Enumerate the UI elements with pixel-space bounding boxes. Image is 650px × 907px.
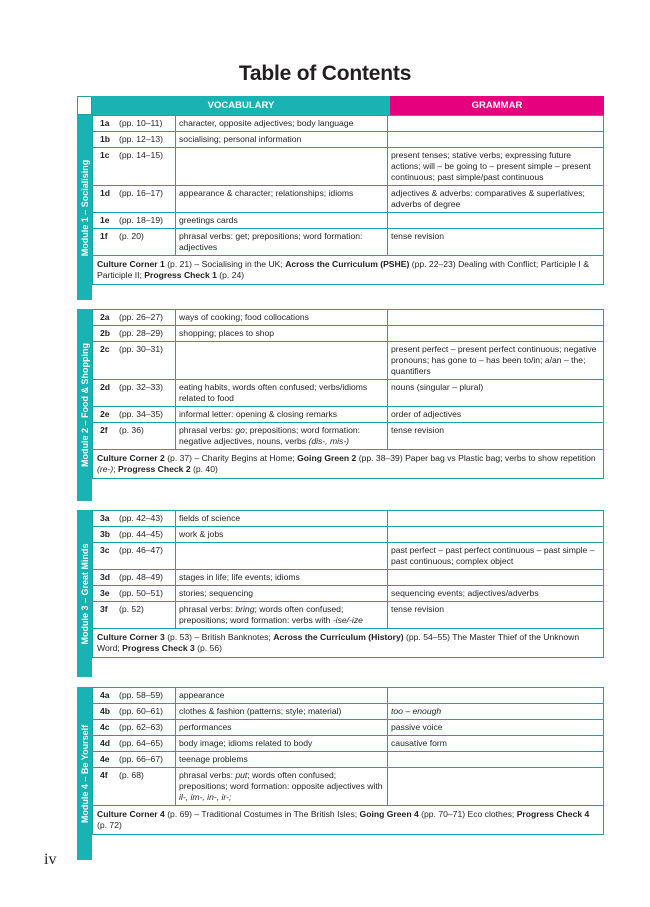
unit-cell: [93, 752, 176, 768]
unit-code: 4b: [100, 706, 111, 716]
vocabulary-cell: [176, 527, 388, 543]
unit-pages: (pp. 64–65): [119, 738, 163, 748]
unit-cell: [93, 720, 176, 736]
table-row: [93, 229, 604, 256]
table-row: [93, 602, 604, 629]
footer-text: (p. 56): [194, 643, 222, 653]
unit-cell: [93, 132, 176, 148]
module-label: Module 3 – Great Minds: [79, 542, 90, 645]
table-row: [93, 380, 604, 407]
extra-section-label: Going Green 2: [297, 453, 357, 463]
vocabulary-cell: [176, 132, 388, 148]
progress-check-label: Progress Check 3: [122, 643, 195, 653]
vocab-text: ; words often confused; prepositions; word formation: opposite adjectives with: [179, 770, 383, 791]
grammar-cell: [388, 511, 604, 527]
grammar-text: passive voice: [391, 722, 443, 732]
grammar-cell: [388, 380, 604, 407]
grammar-cell: [388, 752, 604, 768]
unit-pages: (pp. 66–67): [119, 754, 163, 764]
vocab-text: phrasal verbs:: [179, 770, 236, 780]
vocab-text: clothes & fashion (patterns; style; material): [179, 706, 342, 716]
culture-corner-label: Culture Corner 4: [97, 809, 165, 819]
contents-table: [92, 115, 604, 285]
footer-text: (p. 24): [216, 270, 245, 280]
module-footer: [93, 256, 604, 285]
grammar-header: GRAMMAR: [390, 96, 604, 115]
module-side-bar: [77, 687, 92, 860]
unit-cell: [93, 527, 176, 543]
grammar-cell: [388, 213, 604, 229]
unit-code: 2a: [100, 312, 110, 322]
vocab-text: fields of science: [179, 513, 241, 523]
vocab-text: socialising; personal information: [179, 134, 302, 144]
table-row: [93, 511, 604, 527]
module-1: [77, 115, 604, 300]
vocabulary-cell: [176, 116, 388, 132]
table-row: [93, 768, 604, 806]
progress-check-label: Progress Check 1: [144, 270, 217, 280]
unit-pages: (pp. 30–31): [119, 344, 163, 354]
unit-code: 3f: [100, 604, 108, 614]
table-row: [93, 543, 604, 570]
unit-pages: (pp. 42–43): [119, 513, 163, 523]
unit-code: 1b: [100, 134, 111, 144]
extra-section-label: Going Green 4: [359, 809, 419, 819]
vocabulary-cell: [176, 543, 388, 570]
vocabulary-header: VOCABULARY: [92, 96, 390, 115]
unit-code: 2d: [100, 382, 111, 392]
unit-pages: (pp. 44–45): [119, 529, 163, 539]
unit-code: 1a: [100, 118, 110, 128]
grammar-cell: [388, 736, 604, 752]
unit-cell: [93, 688, 176, 704]
grammar-cell: [388, 586, 604, 602]
grammar-text: sequencing events; adjectives/adverbs: [391, 588, 539, 598]
vocab-text: character, opposite adjectives; body language: [179, 118, 354, 128]
grammar-cell: [388, 688, 604, 704]
vocabulary-cell: [176, 736, 388, 752]
vocab-text: appearance: [179, 690, 225, 700]
unit-pages: (pp. 16–17): [119, 188, 163, 198]
module-footer-row: [93, 256, 604, 285]
grammar-text: order of adjectives: [391, 409, 462, 419]
vocab-text: appearance & character; relationships; idioms: [179, 188, 354, 198]
extra-section-label: Across the Curriculum (PSHE): [285, 259, 410, 269]
vocab-text: body image; idioms related to body: [179, 738, 313, 748]
vocabulary-cell: [176, 380, 388, 407]
footer-text: (pp. 70–71) Eco clothes;: [418, 809, 517, 819]
unit-cell: [93, 186, 176, 213]
unit-code: 3d: [100, 572, 111, 582]
contents-table: [92, 687, 604, 835]
vocab-text: work & jobs: [179, 529, 224, 539]
table-row: [93, 407, 604, 423]
table-row: [93, 688, 604, 704]
unit-cell: [93, 229, 176, 256]
grammar-text: causative form: [391, 738, 447, 748]
table-row: [93, 148, 604, 186]
unit-pages: (pp. 28–29): [119, 328, 163, 338]
footer-italic: (re-): [97, 464, 114, 474]
vocab-italic: bring: [235, 604, 255, 614]
table-row: [93, 310, 604, 326]
table-row: [93, 213, 604, 229]
grammar-cell: [388, 148, 604, 186]
grammar-cell: [388, 704, 604, 720]
vocabulary-cell: [176, 752, 388, 768]
vocab-text: stories; sequencing: [179, 588, 254, 598]
page-title: Table of Contents: [238, 62, 412, 85]
unit-pages: (pp. 50–51): [119, 588, 163, 598]
grammar-cell: [388, 768, 604, 806]
unit-code: 3a: [100, 513, 110, 523]
vocab-text: ; words often confused; prepositions; word formation: verbs with: [179, 604, 344, 625]
footer-text: (p. 72): [97, 820, 122, 830]
footer-text: (p. 37) – Charity Begins at Home;: [164, 453, 298, 463]
module-label: Module 1 – Socialising: [79, 159, 90, 256]
module-footer-row: [93, 450, 604, 479]
culture-corner-label: Culture Corner 2: [97, 453, 165, 463]
vocab-text: phrasal verbs: get; prepositions; word formation: adjectives: [179, 231, 363, 252]
grammar-text: adjectives & adverbs: comparatives & superlatives; adverbs of degree: [391, 188, 585, 209]
table-row: [93, 736, 604, 752]
unit-code: 2f: [100, 425, 108, 435]
unit-cell: [93, 768, 176, 806]
vocabulary-cell: [176, 570, 388, 586]
footer-text: (pp. 22–23) Dealing with Conflict; Participle I & Participle II;: [97, 259, 589, 280]
module-footer: [93, 450, 604, 479]
grammar-text: tense revision: [391, 425, 445, 435]
module-footer: [93, 806, 604, 835]
table-row: [93, 586, 604, 602]
table-row: [93, 116, 604, 132]
vocabulary-cell: [176, 186, 388, 213]
unit-pages: (pp. 62–63): [119, 722, 163, 732]
unit-cell: [93, 342, 176, 380]
unit-cell: [93, 148, 176, 186]
unit-code: 1f: [100, 231, 108, 241]
unit-cell: [93, 570, 176, 586]
vocab-italic: (dis-, mis-): [308, 436, 350, 446]
unit-pages: (pp. 58–59): [119, 690, 163, 700]
grammar-cell: [388, 310, 604, 326]
vocab-text: performances: [179, 722, 232, 732]
module-footer-row: [93, 806, 604, 835]
vocabulary-cell: [176, 586, 388, 602]
unit-pages: (pp. 12–13): [119, 134, 163, 144]
vocabulary-cell: [176, 704, 388, 720]
unit-cell: [93, 326, 176, 342]
module-side-bar: [77, 115, 92, 300]
unit-code: 1c: [100, 150, 110, 160]
grammar-cell: [388, 602, 604, 629]
module-3: [77, 510, 604, 677]
unit-pages: (p. 20): [119, 231, 144, 241]
unit-cell: [93, 213, 176, 229]
grammar-cell: [388, 326, 604, 342]
unit-cell: [93, 310, 176, 326]
module-2: [77, 309, 604, 501]
progress-check-label: Progress Check 4: [516, 809, 590, 819]
vocabulary-cell: [176, 326, 388, 342]
unit-pages: (p. 52): [119, 604, 144, 614]
vocabulary-cell: [176, 602, 388, 629]
grammar-text: present perfect – present perfect continuous; negative pronouns; has gone to – has been to/in; a/an – the; quantifiers: [391, 344, 597, 376]
grammar-cell: [388, 407, 604, 423]
vocab-italic: -ise/-ize: [332, 615, 363, 625]
unit-code: 2b: [100, 328, 111, 338]
vocab-text: greetings cards: [179, 215, 238, 225]
unit-pages: (pp. 60–61): [119, 706, 163, 716]
unit-pages: (pp. 32–33): [119, 382, 163, 392]
unit-code: 2c: [100, 344, 110, 354]
table-row: [93, 704, 604, 720]
table-row: [93, 527, 604, 543]
vocab-text: eating habits, words often confused; verbs/idioms related to food: [179, 382, 368, 403]
unit-pages: (pp. 48–49): [119, 572, 163, 582]
grammar-cell: [388, 132, 604, 148]
grammar-text: tense revision: [391, 604, 445, 614]
vocabulary-cell: [176, 720, 388, 736]
unit-code: 3e: [100, 588, 110, 598]
unit-cell: [93, 380, 176, 407]
vocabulary-cell: [176, 407, 388, 423]
table-row: [93, 132, 604, 148]
footer-text: (pp. 54–55) The Master Thief of the Unknown Word;: [97, 632, 580, 653]
extra-section-label: Across the Curriculum (History): [273, 632, 404, 642]
unit-cell: [93, 704, 176, 720]
unit-pages: (pp. 10–11): [119, 118, 163, 128]
vocab-text: teenage problems: [179, 754, 248, 764]
grammar-cell: [388, 342, 604, 380]
footer-text: (pp. 38–39) Paper bag vs Plastic bag; verbs to show repetition: [356, 453, 596, 463]
table-row: [93, 423, 604, 450]
footer-text: ;: [113, 464, 119, 474]
vocab-italic: put: [235, 770, 248, 780]
unit-code: 3c: [100, 545, 110, 555]
header-blank-cell: [77, 96, 92, 115]
grammar-cell: [388, 527, 604, 543]
vocab-italic: il-, im-, in-, ir-;: [179, 792, 232, 802]
unit-code: 3b: [100, 529, 111, 539]
vocabulary-cell: [176, 511, 388, 527]
module-side-bar: [77, 510, 92, 677]
grammar-cell: [388, 423, 604, 450]
culture-corner-label: Culture Corner 1: [97, 259, 165, 269]
unit-cell: [93, 407, 176, 423]
grammar-text: tense revision: [391, 231, 445, 241]
unit-code: 4a: [100, 690, 110, 700]
module-side-bar: [77, 309, 92, 501]
module-footer-row: [93, 629, 604, 658]
vocab-text: shopping; places to shop: [179, 328, 275, 338]
unit-code: 4c: [100, 722, 110, 732]
unit-pages: (pp. 14–15): [119, 150, 163, 160]
vocabulary-cell: [176, 213, 388, 229]
grammar-text: present tenses; stative verbs; expressing future actions; will – be going to – present simple – present continuous; past simple/past continuous: [391, 150, 591, 182]
contents-table: [92, 510, 604, 658]
grammar-cell: [388, 720, 604, 736]
vocab-text: ; prepositions; word formation: negative adjectives, nouns, verbs: [179, 425, 361, 446]
unit-code: 4d: [100, 738, 111, 748]
vocab-text: informal letter: opening & closing remarks: [179, 409, 338, 419]
footer-text: (p. 40): [190, 464, 218, 474]
table-row: [93, 342, 604, 380]
footer-text: (p. 21) – Socialising in the UK;: [164, 259, 286, 269]
unit-code: 4e: [100, 754, 110, 764]
unit-pages: (pp. 34–35): [119, 409, 163, 419]
vocab-text: stages in life; life events; idioms: [179, 572, 300, 582]
module-label: Module 2 – Food & Shopping: [79, 343, 90, 467]
vocab-text: phrasal verbs:: [179, 425, 236, 435]
vocabulary-cell: [176, 229, 388, 256]
unit-pages: (pp. 18–19): [119, 215, 163, 225]
grammar-cell: [388, 186, 604, 213]
contents-table: [92, 309, 604, 479]
culture-corner-label: Culture Corner 3: [97, 632, 165, 642]
grammar-text: nouns (singular – plural): [391, 382, 484, 392]
unit-cell: [93, 116, 176, 132]
grammar-cell: [388, 570, 604, 586]
unit-pages: (p. 68): [119, 770, 144, 780]
vocabulary-cell: [176, 342, 388, 380]
table-row: [93, 326, 604, 342]
grammar-cell: [388, 543, 604, 570]
unit-code: 4f: [100, 770, 108, 780]
module-label: Module 4 – Be Yourself: [79, 724, 90, 823]
vocabulary-cell: [176, 768, 388, 806]
unit-code: 1d: [100, 188, 111, 198]
unit-code: 1e: [100, 215, 110, 225]
module-footer: [93, 629, 604, 658]
unit-pages: (p. 36): [119, 425, 144, 435]
unit-code: 2e: [100, 409, 110, 419]
unit-cell: [93, 543, 176, 570]
unit-cell: [93, 511, 176, 527]
progress-check-label: Progress Check 2: [118, 464, 191, 474]
grammar-cell: [388, 229, 604, 256]
vocab-italic: go: [235, 425, 245, 435]
table-row: [93, 752, 604, 768]
unit-pages: (pp. 46–47): [119, 545, 163, 555]
vocabulary-cell: [176, 688, 388, 704]
unit-cell: [93, 736, 176, 752]
grammar-cell: [388, 116, 604, 132]
table-row: [93, 570, 604, 586]
footer-text: (p. 53) – British Banknotes;: [164, 632, 274, 642]
unit-cell: [93, 602, 176, 629]
grammar-text: past perfect – past perfect continuous – past simple – past continuous; complex object: [391, 545, 595, 566]
unit-pages: (pp. 26–27): [119, 312, 163, 322]
module-4: [77, 687, 604, 860]
unit-cell: [93, 423, 176, 450]
vocabulary-cell: [176, 310, 388, 326]
table-row: [93, 186, 604, 213]
grammar-italic: too – enough: [391, 706, 442, 716]
page-number: iv: [44, 851, 57, 868]
table-row: [93, 720, 604, 736]
footer-text: (p. 69) – Traditional Costumes in The British Isles;: [164, 809, 360, 819]
vocabulary-cell: [176, 148, 388, 186]
vocabulary-cell: [176, 423, 388, 450]
vocab-text: phrasal verbs:: [179, 604, 236, 614]
vocab-text: ways of cooking; food collocations: [179, 312, 309, 322]
unit-cell: [93, 586, 176, 602]
